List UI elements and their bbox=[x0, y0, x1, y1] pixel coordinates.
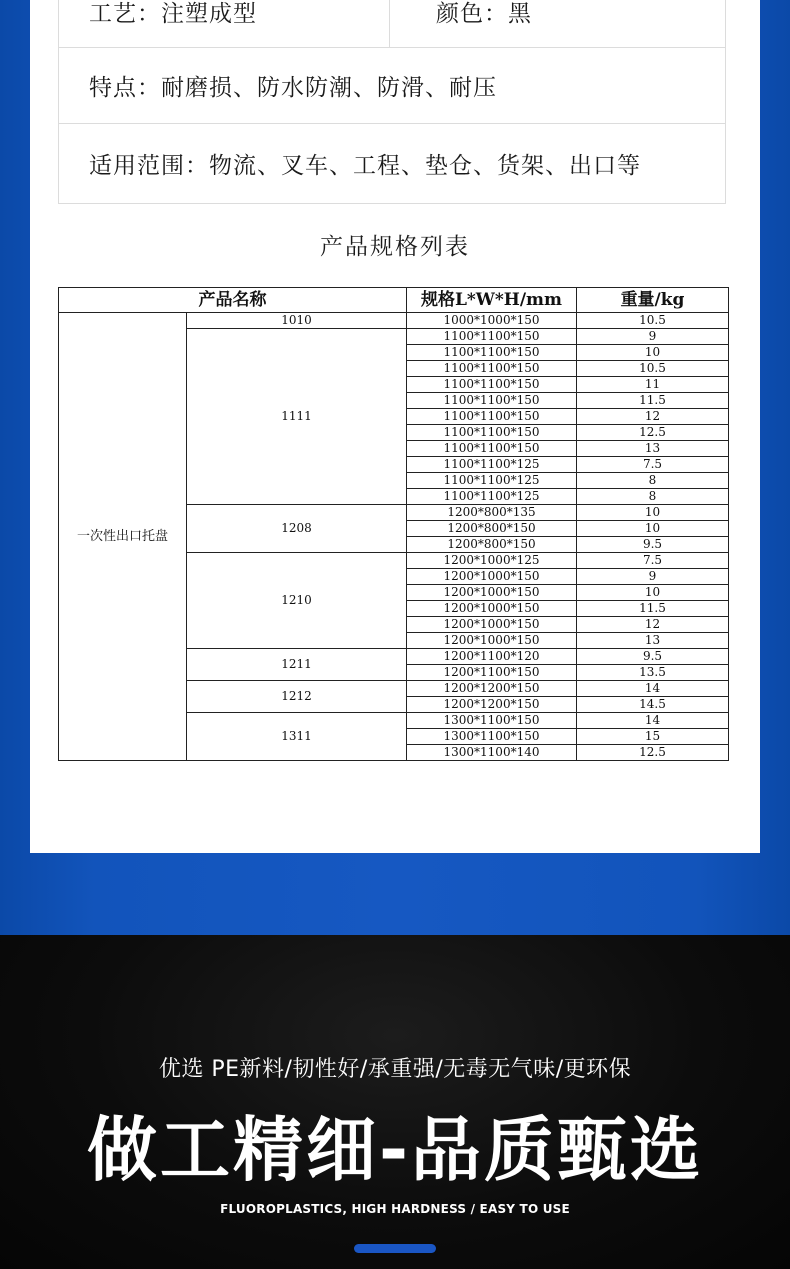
weight-cell: 11.5 bbox=[577, 601, 729, 617]
dimensions-cell: 1200*1000*150 bbox=[407, 601, 577, 617]
weight-cell: 9 bbox=[577, 329, 729, 345]
product-info-card bbox=[30, 0, 760, 853]
dimensions-cell: 1100*1100*150 bbox=[407, 393, 577, 409]
dimensions-cell: 1200*1100*150 bbox=[407, 665, 577, 681]
dimensions-cell: 1300*1100*140 bbox=[407, 745, 577, 761]
dimensions-cell: 1200*1000*150 bbox=[407, 569, 577, 585]
scope-cell: 适用范围：物流、叉车、工程、垫仓、货架、出口等 bbox=[89, 153, 641, 179]
spec-table-body bbox=[59, 313, 729, 761]
dimensions-cell: 1100*1100*150 bbox=[407, 345, 577, 361]
weight-cell: 8 bbox=[577, 489, 729, 505]
dimensions-cell: 1100*1100*125 bbox=[407, 489, 577, 505]
info-row-scope bbox=[59, 124, 725, 203]
dimensions-cell: 1200*800*150 bbox=[407, 537, 577, 553]
model-cell: 1210 bbox=[187, 553, 407, 649]
dimensions-cell: 1100*1100*150 bbox=[407, 377, 577, 393]
process-cell: 工艺：注塑成型 bbox=[59, 0, 390, 47]
weight-cell: 9.5 bbox=[577, 537, 729, 553]
spec-table-title: 产品规格列表 bbox=[320, 234, 470, 260]
dimensions-cell: 1300*1100*150 bbox=[407, 729, 577, 745]
weight-cell: 14.5 bbox=[577, 697, 729, 713]
promo-subtitle: FLUOROPLASTICS, HIGH HARDNESS / EASY TO USE bbox=[220, 1202, 570, 1216]
model-cell: 1311 bbox=[187, 713, 407, 761]
weight-cell: 9.5 bbox=[577, 649, 729, 665]
header-dimensions: 规格L*W*H/mm bbox=[407, 288, 577, 313]
model-cell: 1010 bbox=[187, 313, 407, 329]
weight-cell: 13 bbox=[577, 441, 729, 457]
weight-cell: 9 bbox=[577, 569, 729, 585]
weight-cell: 7.5 bbox=[577, 553, 729, 569]
color-cell: 颜色：黑 bbox=[436, 1, 532, 27]
dimensions-cell: 1000*1000*150 bbox=[407, 313, 577, 329]
model-cell: 1111 bbox=[187, 329, 407, 505]
header-product-name: 产品名称 bbox=[59, 288, 407, 313]
info-row-features bbox=[59, 48, 725, 124]
weight-cell: 10 bbox=[577, 521, 729, 537]
weight-cell: 11.5 bbox=[577, 393, 729, 409]
dimensions-cell: 1200*1100*120 bbox=[407, 649, 577, 665]
dimensions-cell: 1100*1100*150 bbox=[407, 425, 577, 441]
decorative-pill-bar bbox=[354, 1244, 436, 1253]
weight-cell: 10.5 bbox=[577, 361, 729, 377]
dimensions-cell: 1200*1000*125 bbox=[407, 553, 577, 569]
weight-cell: 12 bbox=[577, 409, 729, 425]
weight-cell: 13.5 bbox=[577, 665, 729, 681]
weight-cell: 13 bbox=[577, 633, 729, 649]
dimensions-cell: 1100*1100*150 bbox=[407, 361, 577, 377]
dimensions-cell: 1200*800*135 bbox=[407, 505, 577, 521]
weight-cell: 14 bbox=[577, 681, 729, 697]
features-cell: 特点：耐磨损、防水防潮、防滑、耐压 bbox=[89, 75, 497, 101]
dimensions-cell: 1200*1000*150 bbox=[407, 585, 577, 601]
weight-cell: 10 bbox=[577, 345, 729, 361]
dimensions-cell: 1200*1000*150 bbox=[407, 617, 577, 633]
promo-tagline: 优选 PE新料/韧性好/承重强/无毒无气味/更环保 bbox=[158, 1057, 632, 1082]
model-cell: 1212 bbox=[187, 681, 407, 713]
dimensions-cell: 1200*1200*150 bbox=[407, 697, 577, 713]
category-cell: 一次性出口托盘 bbox=[59, 313, 187, 761]
weight-cell: 8 bbox=[577, 473, 729, 489]
dimensions-cell: 1100*1100*150 bbox=[407, 409, 577, 425]
weight-cell: 11 bbox=[577, 377, 729, 393]
promo-headline: 做工精细-品质甄选 bbox=[86, 1109, 704, 1191]
dimensions-cell: 1200*1200*150 bbox=[407, 681, 577, 697]
spec-table-header-row bbox=[59, 288, 729, 313]
spec-table-row bbox=[59, 313, 729, 329]
weight-cell: 12.5 bbox=[577, 425, 729, 441]
dimensions-cell: 1200*800*150 bbox=[407, 521, 577, 537]
weight-cell: 14 bbox=[577, 713, 729, 729]
weight-cell: 12.5 bbox=[577, 745, 729, 761]
dimensions-cell: 1100*1100*125 bbox=[407, 457, 577, 473]
weight-cell: 10.5 bbox=[577, 313, 729, 329]
info-row-process-color bbox=[59, 0, 725, 48]
dimensions-cell: 1100*1100*125 bbox=[407, 473, 577, 489]
weight-cell: 7.5 bbox=[577, 457, 729, 473]
dimensions-cell: 1300*1100*150 bbox=[407, 713, 577, 729]
spec-table bbox=[58, 287, 729, 761]
weight-cell: 12 bbox=[577, 617, 729, 633]
model-cell: 1208 bbox=[187, 505, 407, 553]
header-weight: 重量/kg bbox=[577, 288, 729, 313]
product-info-table bbox=[58, 0, 726, 204]
model-cell: 1211 bbox=[187, 649, 407, 681]
dark-promo-section bbox=[0, 935, 790, 1269]
dimensions-cell: 1100*1100*150 bbox=[407, 329, 577, 345]
weight-cell: 10 bbox=[577, 585, 729, 601]
dimensions-cell: 1200*1000*150 bbox=[407, 633, 577, 649]
dimensions-cell: 1100*1100*150 bbox=[407, 441, 577, 457]
weight-cell: 10 bbox=[577, 505, 729, 521]
weight-cell: 15 bbox=[577, 729, 729, 745]
